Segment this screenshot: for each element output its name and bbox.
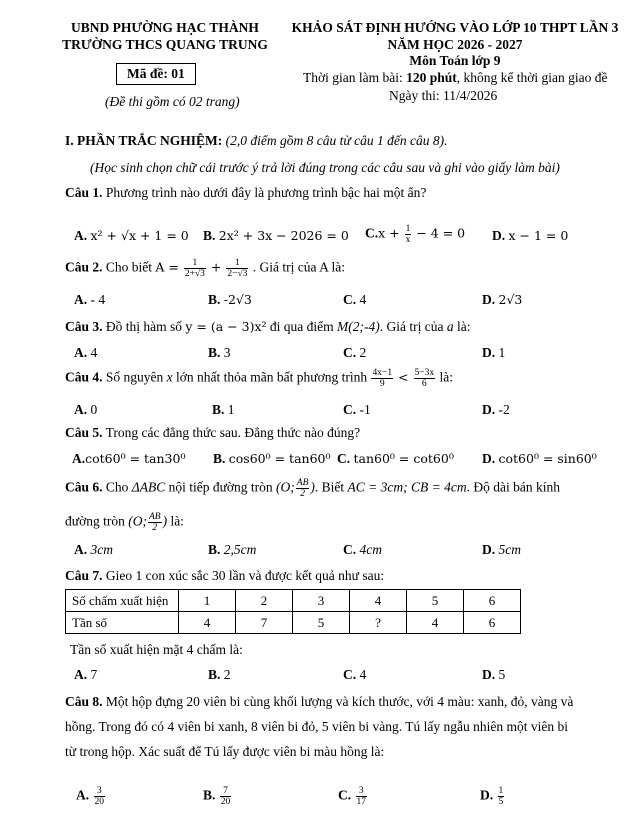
- q6-option-a[interactable]: A. 3cm: [74, 542, 113, 557]
- question-4: Câu 4. Số nguyên x lớn nhất thỏa mãn bất phương trình $\frac{4x-1}{9}$ < $\frac{5-3x}{6}$ là:: [65, 368, 453, 389]
- question-1: Câu 1. Phương trình nào dưới đây là phương trình bậc hai một ẩn?: [65, 185, 427, 200]
- subject: Môn Toán lớp 9: [409, 53, 501, 68]
- question-5: Câu 5. Trong các đẳng thức sau. Đẳng thức nào đúng?: [65, 425, 361, 440]
- q1-option-b[interactable]: B. 2x² + 3x − 2026 = 0: [203, 228, 349, 243]
- table-cell: 6: [464, 590, 521, 612]
- exam-date: Ngày thi: 11/4/2026: [389, 88, 498, 103]
- q7-option-a[interactable]: A. 7: [74, 667, 98, 682]
- q1-option-d[interactable]: D. x − 1 = 0: [492, 228, 569, 243]
- q3-option-d[interactable]: D. 1: [482, 345, 506, 360]
- question-3: Câu 3. Đồ thị hàm số y = (a − 3)x² đi qua điểm M(2;-4). Giá trị của a là:: [65, 319, 471, 334]
- table-row: [66, 590, 521, 612]
- school-name: TRƯỜNG THCS QUANG TRUNG: [62, 37, 268, 52]
- q3-option-a[interactable]: A. 4: [74, 345, 98, 360]
- q1-option-a[interactable]: A. x² + √x + 1 = 0: [74, 228, 189, 243]
- q6-option-d[interactable]: D. 5cm: [482, 542, 521, 557]
- question-8: Câu 8. Một hộp đựng 20 viên bi cùng khối lượng và kích thước, với 4 màu: xanh, đỏ, vàng và: [65, 694, 574, 709]
- table-header-cell: Tần số: [66, 612, 179, 634]
- table-cell: 7: [236, 612, 293, 634]
- q4-option-b[interactable]: B. 1: [212, 402, 235, 417]
- table-cell: 4: [407, 612, 464, 634]
- section-instruction: (Học sinh chọn chữ cái trước ý trả lời đúng trong các câu sau và ghi vào giấy làm bài): [90, 160, 560, 175]
- district-name: UBND PHƯỜNG HẠC THÀNH: [71, 20, 259, 35]
- question-8-line2: hồng. Trong đó có 4 viên bi xanh, 8 viên bi đỏ, 5 viên bi vàng. Tú lấy ngẫu nhiên một viên bi: [65, 719, 568, 734]
- q5-option-d[interactable]: D. cot60⁰ = sin60⁰: [482, 451, 597, 466]
- q8-option-b[interactable]: B. $\frac{7}{20}$: [203, 786, 231, 807]
- q4-option-c[interactable]: C. -1: [343, 402, 371, 417]
- table-cell: 5: [407, 590, 464, 612]
- question-7: Câu 7. Gieo 1 con xúc sắc 30 lần và được kết quả như sau:: [65, 568, 385, 583]
- q3-option-b[interactable]: B. 3: [208, 345, 231, 360]
- q7-option-b[interactable]: B. 2: [208, 667, 231, 682]
- q6-option-c[interactable]: C. 4cm: [343, 542, 382, 557]
- q7-option-c[interactable]: C. 4: [343, 667, 367, 682]
- section-title: I. PHẦN TRẮC NGHIỆM: (2,0 điểm gồm 8 câu từ câu 1 đến câu 8).: [65, 133, 448, 148]
- q1-option-c[interactable]: C.x + $\frac{1}{x}$ − 4 = 0: [365, 224, 466, 245]
- table-cell: 4: [350, 590, 407, 612]
- question-2: Câu 2. Cho biết A = $\frac{1}{2+√3}$ + $\frac{1}{2-√3}$ . Giá trị của A là:: [65, 258, 346, 279]
- table-row: [66, 612, 521, 634]
- table-cell: ?: [350, 612, 407, 634]
- q2-option-b[interactable]: B. -2√3: [208, 292, 252, 307]
- q4-option-a[interactable]: A. 0: [74, 402, 98, 417]
- q2-option-a[interactable]: A. - 4: [74, 292, 106, 307]
- q7-option-d[interactable]: D. 5: [482, 667, 506, 682]
- question-6-line2: đường tròn (O; $\frac{AB}{2}$ ) là:: [65, 512, 184, 533]
- q8-option-a[interactable]: A. $\frac{3}{20}$: [76, 786, 104, 807]
- q5-option-b[interactable]: B. cos60⁰ = tan60⁰: [213, 451, 331, 466]
- q4-option-d[interactable]: D. -2: [482, 402, 510, 417]
- frequency-table: [65, 589, 521, 634]
- q8-option-d[interactable]: D. $\frac{1}{5}$: [480, 786, 504, 807]
- question-7-prompt: Tần số xuất hiện mặt 4 chấm là:: [70, 642, 243, 657]
- time-allowed: Thời gian làm bài: 120 phút, không kể thời gian giao đề: [303, 70, 608, 85]
- table-cell: 6: [464, 612, 521, 634]
- school-year: NĂM HỌC 2026 - 2027: [387, 37, 523, 52]
- table-cell: 5: [293, 612, 350, 634]
- q5-option-a[interactable]: A.cot60⁰ = tan30⁰: [72, 451, 186, 466]
- exam-code-box: Mã đề: 01: [116, 63, 196, 85]
- question-6: Câu 6. Cho ΔABC nội tiếp đường tròn (O; $\frac{AB}{2}$ ). Biết AC = 3cm; CB = 4cm. Độ dài bán kính: [65, 478, 560, 499]
- table-cell: 2: [236, 590, 293, 612]
- q5-option-c[interactable]: C. tan60⁰ = cot60⁰: [337, 451, 454, 466]
- table-header-cell: Số chấm xuất hiện: [66, 590, 179, 612]
- exam-title: KHẢO SÁT ĐỊNH HƯỚNG VÀO LỚP 10 THPT LẦN 3: [291, 20, 619, 35]
- q3-option-c[interactable]: C. 2: [343, 345, 367, 360]
- table-cell: 3: [293, 590, 350, 612]
- table-cell: 1: [179, 590, 236, 612]
- question-8-line3: từ trong hộp. Xác suất để Tú lấy được viên bi màu hồng là:: [65, 744, 385, 759]
- table-cell: 4: [179, 612, 236, 634]
- q8-option-c[interactable]: C. $\frac{3}{17}$: [338, 786, 366, 807]
- q2-option-d[interactable]: D. 2√3: [482, 292, 523, 307]
- q6-option-b[interactable]: B. 2,5cm: [208, 542, 257, 557]
- pages-note: (Đề thi gồm có 02 trang): [105, 94, 240, 109]
- q2-option-c[interactable]: C. 4: [343, 292, 367, 307]
